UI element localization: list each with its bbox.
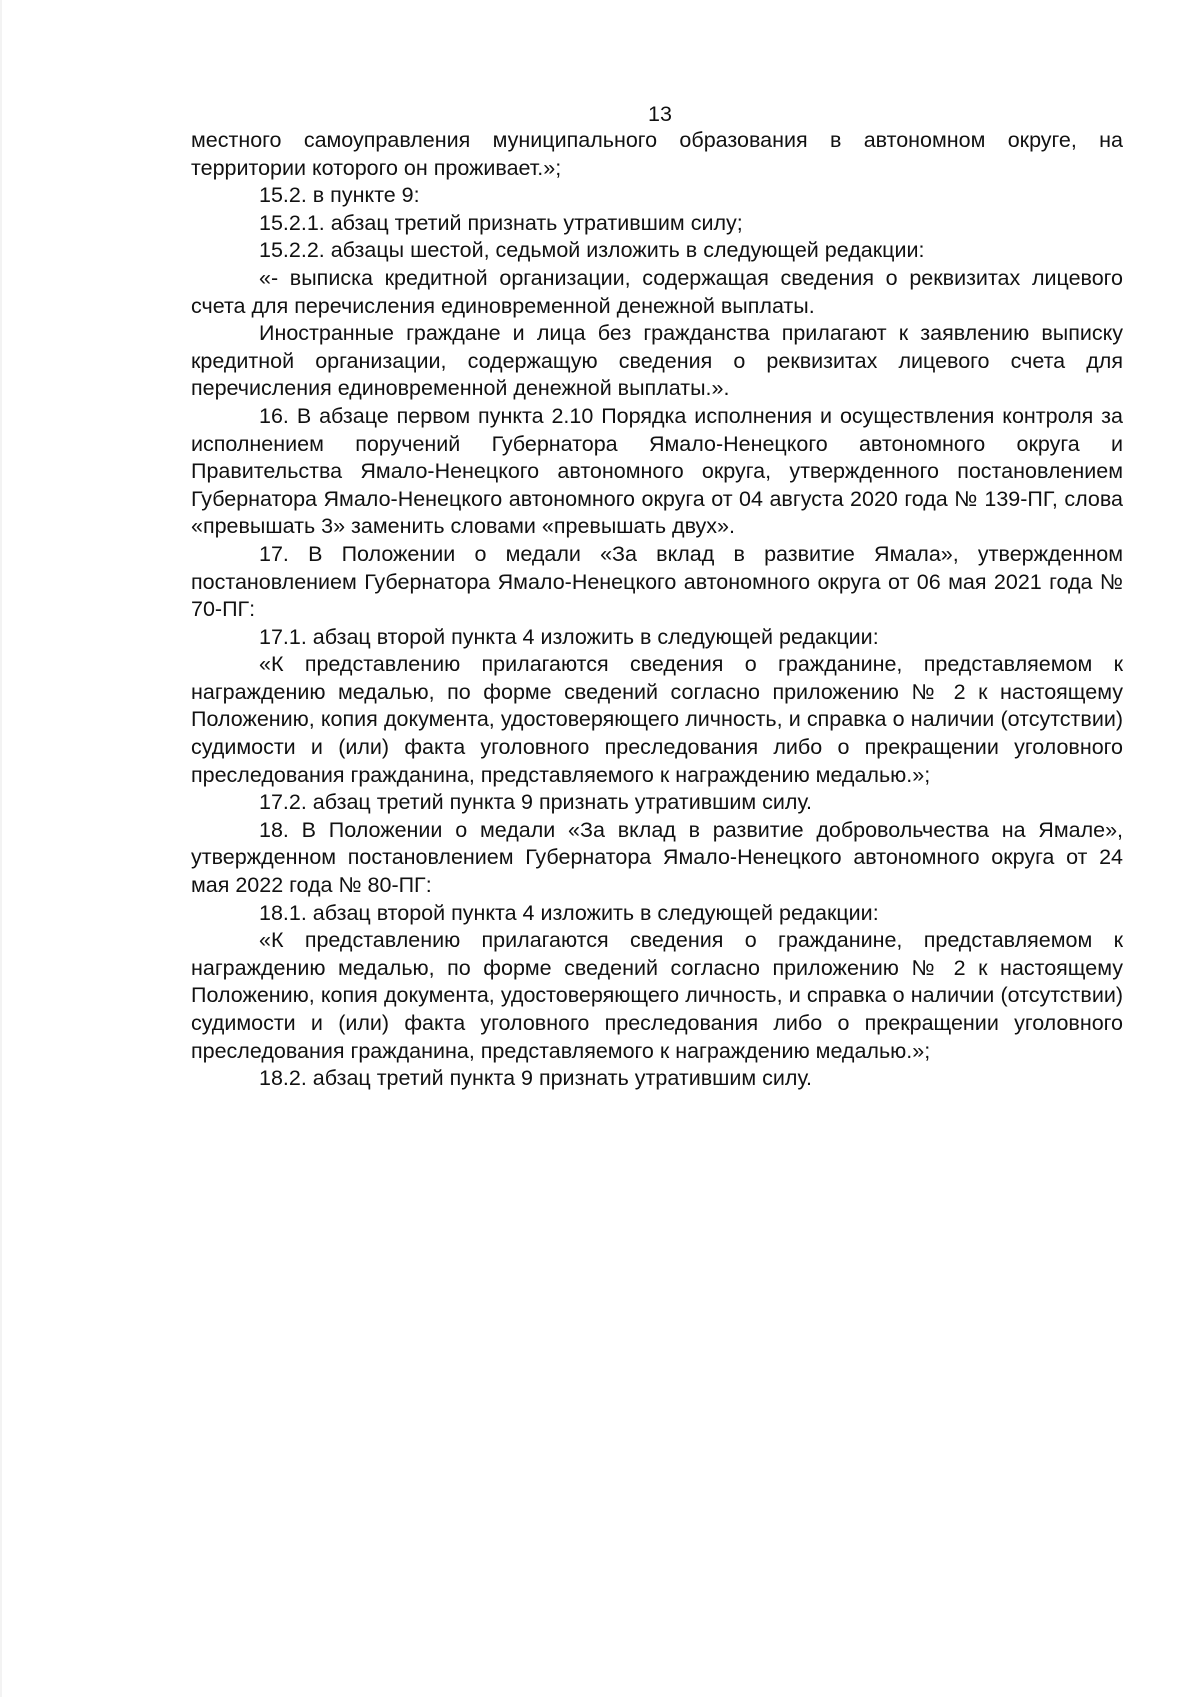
paragraph: 15.2.1. абзац третий признать утратившим силу; bbox=[259, 210, 743, 235]
paragraph: «- выписка кредитной организации, содержащая сведения о реквизитах лицевого счета для перечисления единовременной денежной выплаты. bbox=[191, 265, 1123, 318]
paragraph: местного самоуправления муниципального образования в автономном округе, на территории которого он проживает.»; bbox=[191, 128, 1123, 180]
paragraph: «К представлению прилагаются сведения о гражданине, представляемом к награждению медалью, по форме сведений согласно приложению № 2 к настоящему Положению, копия документа, удостоверяющего личность, и справка о наличии (отсутствии) судимости и (или) факта уголовного преследования либо о прекращении уголовного преследования гражданина, представляемого к награждению медалью.»; bbox=[191, 928, 1123, 1063]
paragraph: 15.2.2. абзацы шестой, седьмой изложить в следующей редакции: bbox=[259, 238, 925, 263]
paragraph: 15.2. в пункте 9: bbox=[259, 183, 420, 208]
paragraph: 17.1. абзац второй пункта 4 изложить в следующей редакции: bbox=[259, 624, 879, 649]
paragraph: 18. В Положении о медали «За вклад в развитие добровольчества на Ямале», утвержденном постановлением Губернатора Ямало-Ненецкого автономного округа от 24 мая 2022 года № 80-ПГ: bbox=[191, 817, 1123, 898]
paragraph: 17. В Положении о медали «За вклад в развитие Ямала», утвержденном постановлением Губернатора Ямало-Ненецкого автономного округа от 06 мая 2021 года № 70-ПГ: bbox=[191, 541, 1123, 622]
paragraph: «К представлению прилагаются сведения о гражданине, представляемом к награждению медалью, по форме сведений согласно приложению № 2 к настоящему Положению, копия документа, удостоверяющего личность, и справка о наличии (отсутствии) судимости и (или) факта уголовного преследования либо о прекращении уголовного преследования гражданина, представляемого к награждению медалью.»; bbox=[191, 652, 1123, 787]
paragraph: 16. В абзаце первом пункта 2.10 Порядка исполнения и осуществления контроля за исполнением поручений Губернатора Ямало-Ненецкого автономного округа и Правительства Ямало-Ненецкого автономного округа, утвержденного постановлением Губернатора Ямало-Ненецкого автономного округа от 04 августа 2020 года № 139-ПГ, слова «превышать 3» заменить словами «превышать двух». bbox=[191, 403, 1123, 539]
document-body bbox=[191, 127, 1123, 1093]
page-number: 13 bbox=[648, 102, 672, 126]
paragraph: Иностранные граждане и лица без гражданства прилагают к заявлению выписку кредитной организации, содержащую сведения о реквизитах лицевого счета для перечисления единовременной денежной выплаты.». bbox=[191, 321, 1123, 401]
paragraph: 17.2. абзац третий пункта 9 признать утратившим силу. bbox=[259, 790, 813, 815]
paragraph: 18.1. абзац второй пункта 4 изложить в следующей редакции: bbox=[259, 900, 879, 925]
paragraph: 18.2. абзац третий пункта 9 признать утратившим силу. bbox=[259, 1066, 813, 1091]
document-page bbox=[2, 0, 1200, 1697]
